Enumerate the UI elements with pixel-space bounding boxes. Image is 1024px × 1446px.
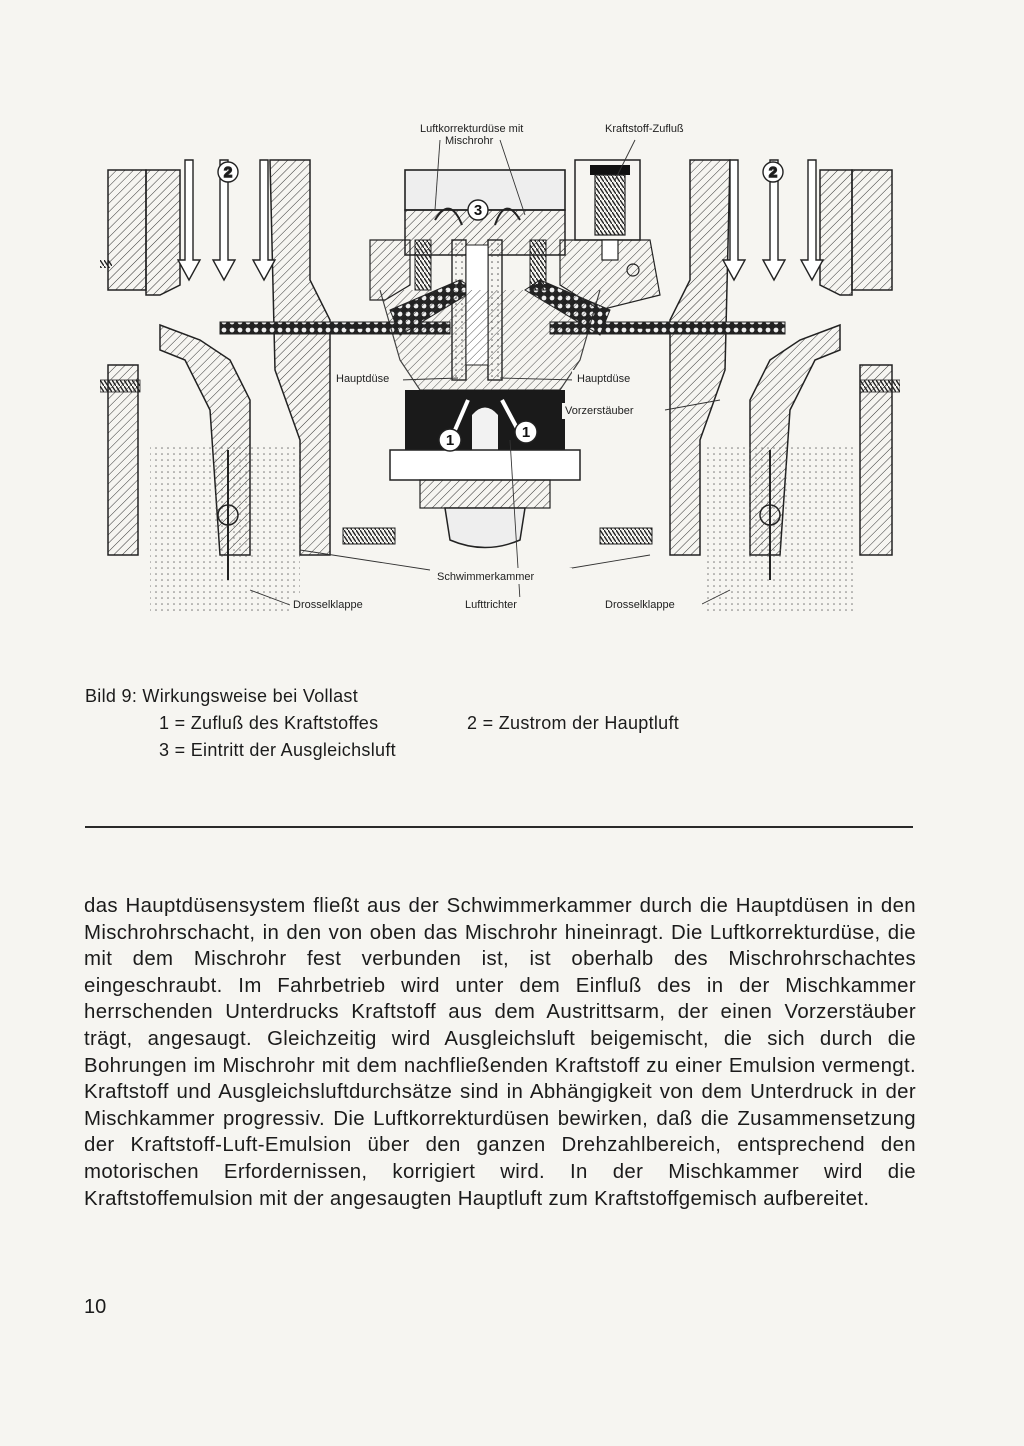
label-hauptduese-left: Hauptdüse — [336, 373, 390, 385]
caption-title: Bild 9: Wirkungsweise bei Vollast — [85, 686, 359, 706]
marker-2-right: 2 — [768, 164, 778, 181]
label-luftkorrekturduese-2: Mischrohr — [445, 135, 494, 147]
label-hauptduese-right: Hauptdüse — [577, 373, 631, 385]
right-main-air-arrows — [723, 160, 823, 280]
label-luftkorrekturduese-1: Luftkorrekturdüse mit — [420, 123, 524, 135]
right-barrel — [670, 160, 900, 615]
marker-2-left: 2 — [223, 164, 233, 181]
marker-1-right: 1 — [521, 424, 531, 441]
label-schwimmerkammer: Schwimmerkammer — [437, 571, 535, 583]
divider-rule — [85, 826, 913, 828]
carburetor-diagram-svg — [100, 110, 900, 625]
figure-caption — [85, 683, 915, 764]
label-drosselklappe-left: Drosselklappe — [293, 599, 363, 611]
marker-1-left: 1 — [445, 432, 455, 449]
body-paragraph: das Hauptdüsensystem fließt aus der Schwimmerkammer durch die Hauptdüsen in den Mischrohrschacht, in den von oben das Mischrohr hineinragt. Die Luftkorrekturdüse, die mit dem Mischrohr fest verbunden ist, ist oberhalb des Mischrohrschachtes eingeschraubt. Im Fahrbetrieb wird unter dem Einfluß des in der Mischkammer herrschenden Unterdrucks Kraftstoff aus dem Austrittsarm, der einen Vorzerstäuber trägt, angesaugt. Gleichzeitig wird Ausgleichsluft beigemischt, die sich durch die Bohrungen im Mischrohr mit dem nachfließenden Kraftstoff zu einer Emulsion vermengt. Kraftstoff und Ausgleichsluftdurchsätze sind in Abhängigkeit von dem Unterdruck in der Mischkammer progressiv. Die Luftkorrekturdüsen bewirken, daß die Zusammensetzung der Kraftstoff-Luft-Emulsion über den ganzen Drehzahlbereich, entsprechend den motorischen Erfordernissen, korrigiert wird. In der Mischkammer wird die Kraftstoffemulsion mit der angesaugten Hauptluft zum Kraftstoffgemisch aufbereitet. — [84, 895, 916, 1210]
left-main-air-arrows — [178, 160, 275, 280]
caption-item-2: 2 = Zustrom der Hauptluft — [467, 713, 680, 733]
marker-3: 3 — [473, 202, 483, 219]
label-vorzerstaeuber: Vorzerstäuber — [565, 405, 634, 417]
label-drosselklappe-right: Drosselklappe — [605, 599, 675, 611]
carburetor-diagram — [100, 110, 900, 625]
label-lufttrichter: Lufttrichter — [465, 599, 517, 611]
body-text — [84, 893, 916, 1212]
left-barrel — [100, 160, 330, 615]
caption-item-3: 3 = Eintritt der Ausgleichsluft — [159, 740, 396, 760]
page-number: 10 — [84, 1296, 107, 1318]
label-kraftstoff-zufluss: Kraftstoff-Zufluß — [605, 123, 684, 135]
caption-item-1: 1 = Zufluß des Kraftstoffes — [159, 713, 379, 733]
